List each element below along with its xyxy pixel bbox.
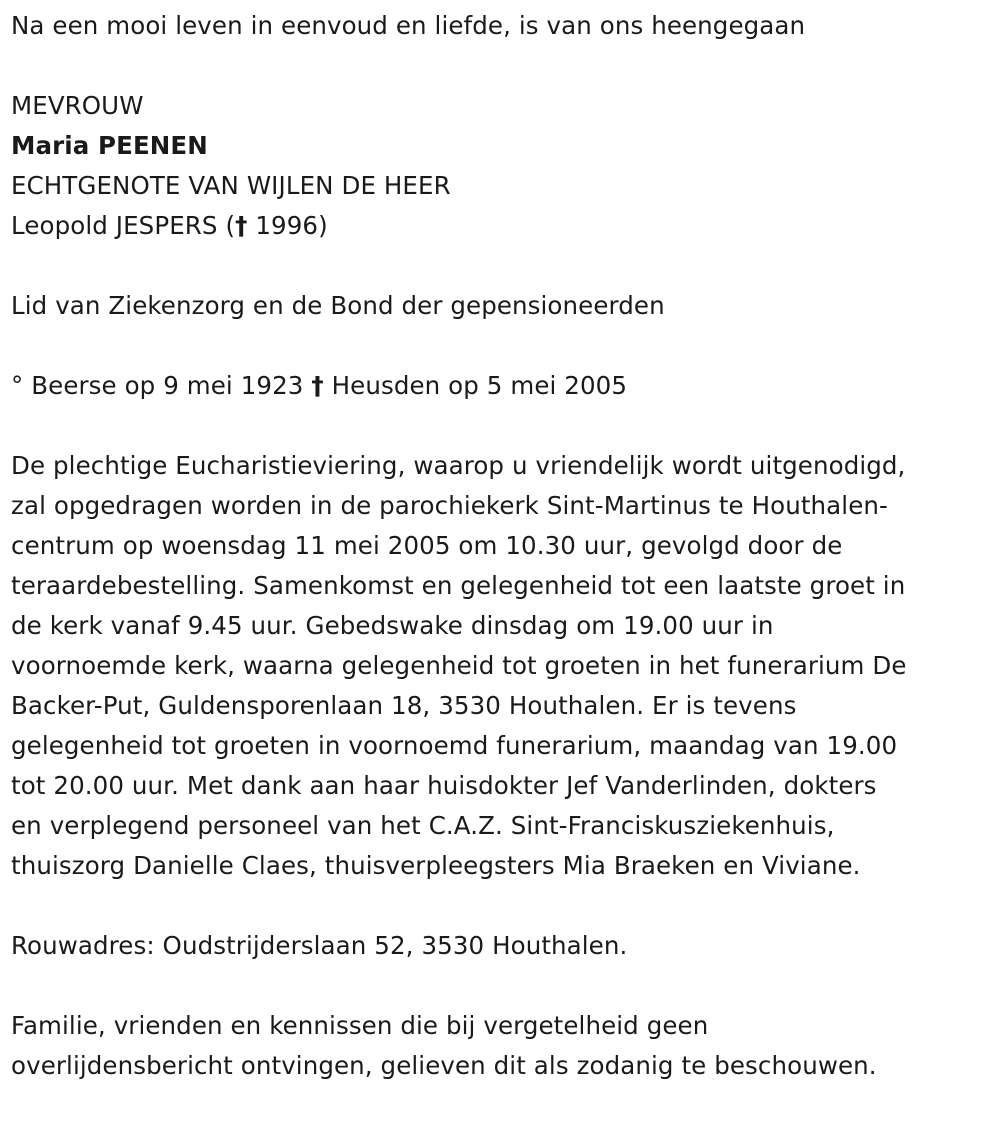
ceremony-line: teraardebestelling. Samenkomst en gelegenheid tot een laatste groet in <box>11 571 906 600</box>
ceremony-line: voornoemde kerk, waarna gelegenheid tot groeten in het funerarium De <box>11 651 907 680</box>
ceremony-line: centrum op woensdag 11 mei 2005 om 10.30 uur, gevolgd door de <box>11 531 843 560</box>
spacer <box>11 886 991 926</box>
obituary-notice <box>11 6 991 1086</box>
ceremony-line: en verplegend personeel van het C.A.Z. Sint-Franciskusziekenhuis, <box>11 811 835 840</box>
ceremony-line: De plechtige Eucharistieviering, waarop u vriendelijk wordt uitgenodigd, <box>11 451 906 480</box>
spacer <box>11 46 991 86</box>
spouse-title: ECHTGENOTE VAN WIJLEN DE HEER <box>11 171 451 200</box>
ceremony-line: gelegenheid tot groeten in voornoemd funerarium, maandag van 19.00 <box>11 731 898 760</box>
death-info: Heusden op 5 mei 2005 <box>331 371 628 400</box>
deceased-name: Maria PEENEN <box>11 131 208 160</box>
spouse-line <box>11 206 991 246</box>
ceremony-line: tot 20.00 uur. Met dank aan haar huisdokter Jef Vanderlinden, dokters <box>11 771 877 800</box>
mourning-address: Rouwadres: Oudstrijderslaan 52, 3530 Houthalen. <box>11 931 628 960</box>
ceremony-line: Backer-Put, Guldensporenlaan 18, 3530 Houthalen. Er is tevens <box>11 691 797 720</box>
cross-icon: † <box>235 211 248 240</box>
spouse-death-year: 1996) <box>255 211 328 240</box>
spacer <box>11 246 991 286</box>
ceremony-line: zal opgedragen worden in de parochiekerk Sint-Martinus te Houthalen- <box>11 491 888 520</box>
cross-icon: † <box>311 371 324 400</box>
closing-line: Familie, vrienden en kennissen die bij vergetelheid geen <box>11 1011 709 1040</box>
ceremony-paragraph <box>11 446 991 886</box>
dates-line <box>11 366 991 406</box>
salutation: MEVROUW <box>11 91 144 120</box>
birth-info: ° Beerse op 9 mei 1923 <box>11 371 304 400</box>
membership-line: Lid van Ziekenzorg en de Bond der gepensioneerden <box>11 291 665 320</box>
spouse-name: Leopold JESPERS ( <box>11 211 236 240</box>
closing-line: overlijdensbericht ontvingen, gelieven dit als zodanig te beschouwen. <box>11 1051 877 1080</box>
closing-paragraph <box>11 1006 991 1086</box>
spacer <box>11 966 991 1006</box>
ceremony-line: thuiszorg Danielle Claes, thuisverpleegsters Mia Braeken en Viviane. <box>11 851 861 880</box>
ceremony-line: de kerk vanaf 9.45 uur. Gebedswake dinsdag om 19.00 uur in <box>11 611 774 640</box>
spacer <box>11 326 991 366</box>
spacer <box>11 406 991 446</box>
intro-line: Na een mooi leven in eenvoud en liefde, is van ons heengegaan <box>11 11 806 40</box>
